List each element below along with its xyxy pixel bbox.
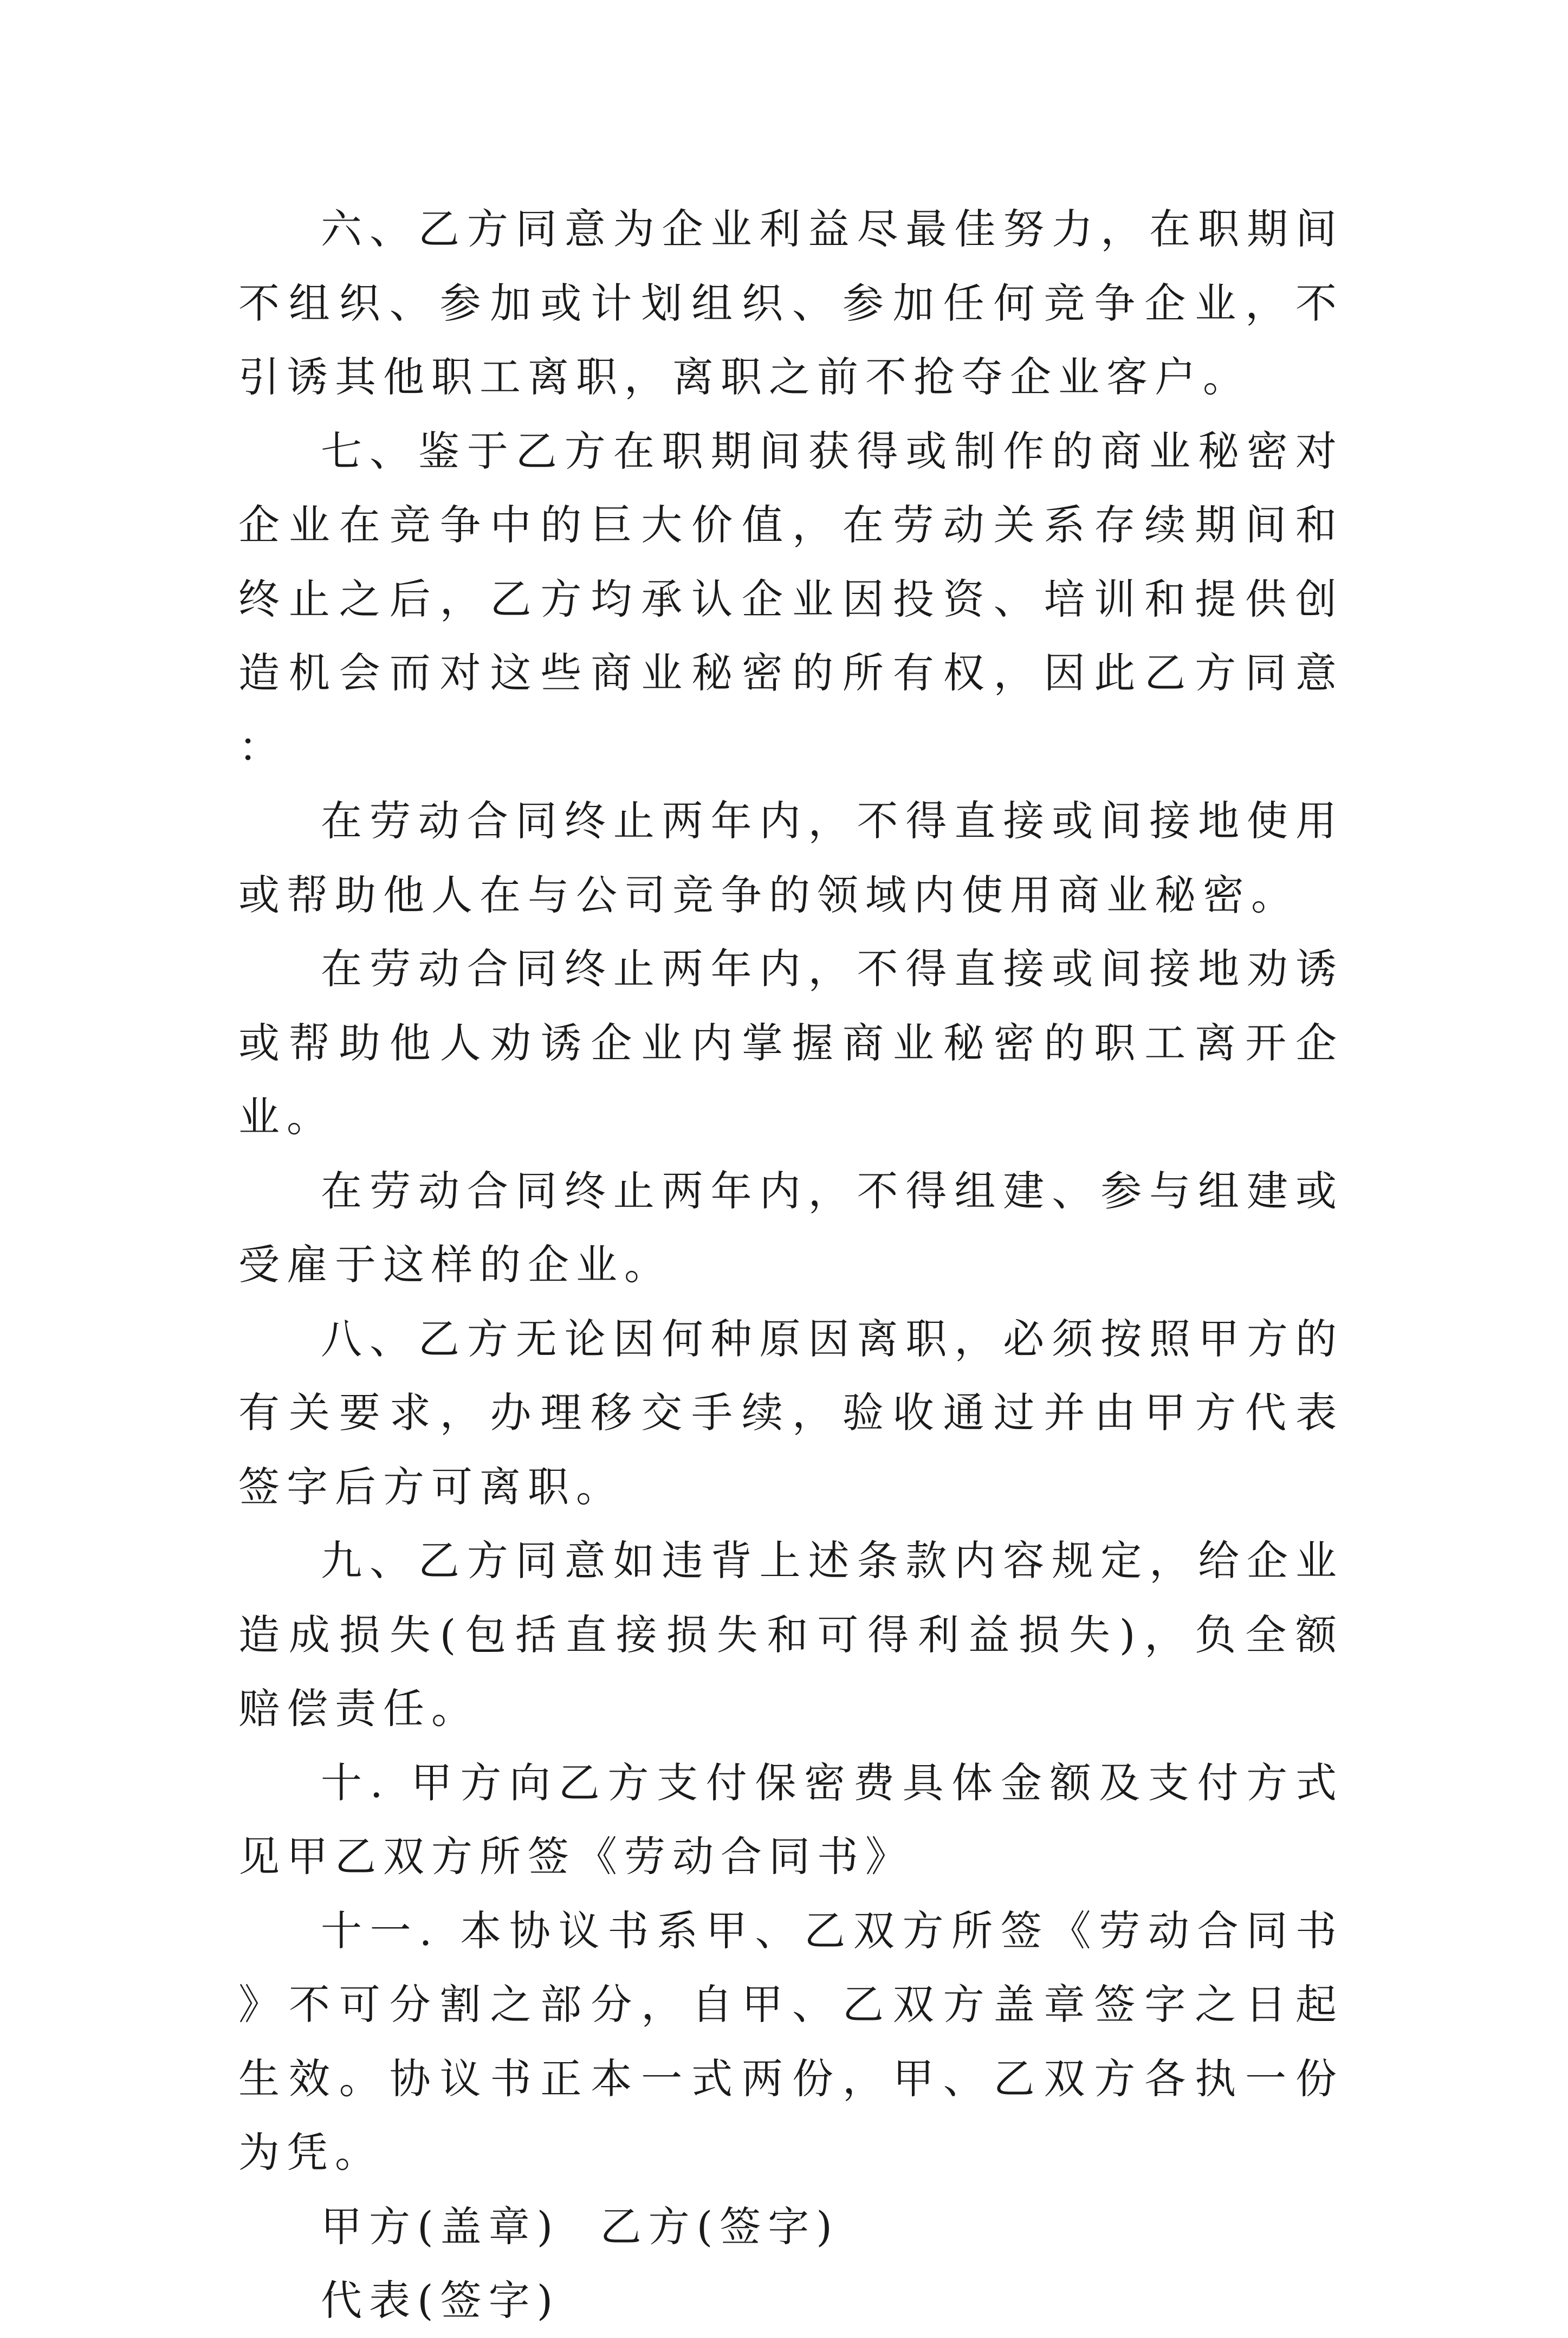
party-b-signature-label: 乙方(签字) (600, 2202, 839, 2251)
clause-7: 七、鉴于乙方在职期间获得或制作的商业秘密对企业在竞争中的巨大价值，在劳动关系存续期间和终止之后，乙方均承认企业因投资、培训和提供创造机会而对这些商业秘密的所有权，因此乙方同意： (238, 427, 1344, 771)
signature-parties (238, 2190, 1344, 2264)
party-a-seal-label: 甲方(盖章) (321, 2202, 560, 2251)
clause-9: 九、乙方同意如违背上述条款内容规定，给企业造成损失(包括直接损失和可得利益损失)，负全额赔偿责任。 (238, 1536, 1344, 1733)
clause-8: 八、乙方无论因何种原因离职，必须按照甲方的有关要求，办理移交手续，验收通过并由甲方代表签字后方可离职。 (238, 1314, 1344, 1511)
clause-10: 十. 甲方向乙方支付保密费具体金额及支付方式见甲乙双方所签《劳动合同书》 (238, 1758, 1344, 1881)
clause-7-item-3: 在劳动合同终止两年内，不得组建、参与组建或受雇于这样的企业。 (238, 1166, 1344, 1289)
clause-7-item-2: 在劳动合同终止两年内，不得直接或间接地劝诱或帮助他人劝诱企业内掌握商业秘密的职工离开企业。 (238, 945, 1344, 1141)
clause-7-item-1: 在劳动合同终止两年内，不得直接或间接地使用或帮助他人在与公司竞争的领域内使用商业秘密。 (238, 797, 1344, 919)
representative-signature: 代表(签字) (321, 2276, 560, 2324)
clause-11: 十一. 本协议书系甲、乙双方所签《劳动合同书》不可分割之部分，自甲、乙双方盖章签字之日起生效。协议书正本一式两份，甲、乙双方各执一份为凭。 (238, 1906, 1344, 2176)
document-page (238, 192, 1344, 2338)
clause-6: 六、乙方同意为企业利益尽最佳努力，在职期间不组织、参加或计划组织、参加任何竞争企业，不引诱其他职工离职，离职之前不抢夺企业客户。 (238, 205, 1344, 401)
